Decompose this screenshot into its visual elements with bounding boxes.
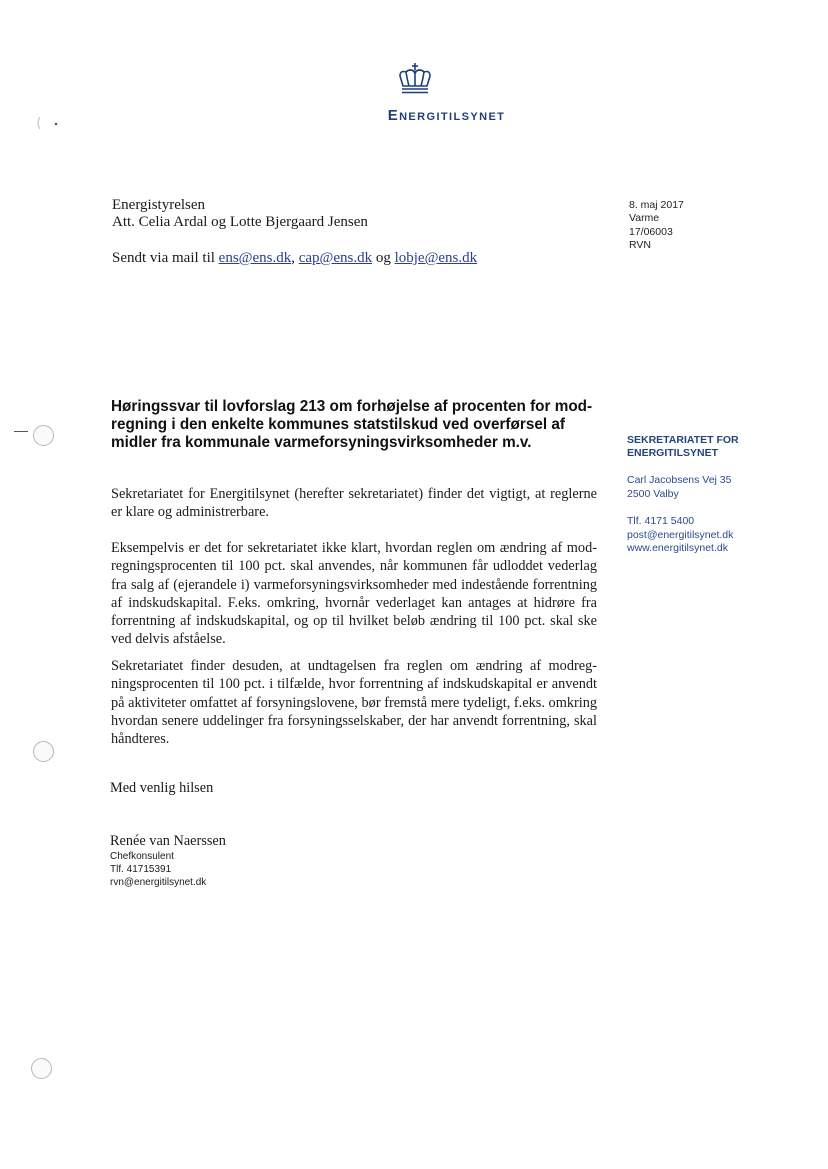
sidebar-email: post@energitilsynet.dk xyxy=(627,529,734,541)
signer-title: Chefkonsulent xyxy=(110,851,174,862)
crown-logo-icon xyxy=(394,62,436,100)
letter-subject: Høringssvar til lovforslag 213 om forhøjelse af procenten for modregning i den enkelte kommunes statstilskud ved overførsel af midler fra kommunale varmeforsyningsvirksomheder m.v. xyxy=(111,398,593,451)
separator: , xyxy=(291,250,299,266)
letter-area: Varme xyxy=(629,212,660,224)
sent-prefix: Sendt via mail til xyxy=(112,250,219,266)
body-paragraph-1: Sekretariatet for Energitilsynet (herefter sekretariatet) finder det vigtigt, at reglerne er klare og administrerbare. xyxy=(111,486,597,521)
body-paragraph-2: Eksempelvis er det for sekretariatet ikke klart, hvordan reglen om ændring af modregningsprocenten til 100 pct. skal anvendes, når kommunen får udloddet vederlag fra salg af (ejerandele i) varmeforsyningsvirksomheder med indestående forrentning af indskudskapital. F.eks. omkring, hvornår vederlaget kan antages at hidrøre fra forrentning af indskudskapital, og op til hvilket beløb ændring til 100 pct. skal ske ved delvis afståelse. xyxy=(111,540,597,648)
signer-email: rvn@energitilsynet.dk xyxy=(110,877,207,888)
sent-via-line xyxy=(112,250,477,267)
separator: og xyxy=(372,250,395,266)
closing-greeting: Med venlig hilsen xyxy=(110,780,214,796)
sidebar-website: www.energitilsynet.dk xyxy=(627,542,728,554)
initials: RVN xyxy=(629,239,651,251)
signer-name: Renée van Naerssen xyxy=(110,833,226,849)
binder-hole xyxy=(31,1058,52,1079)
letter-date: 8. maj 2017 xyxy=(629,199,684,211)
organization-name: Energitilsynet xyxy=(387,107,506,124)
binder-hole xyxy=(33,741,54,762)
recipient-attention: Att. Celia Ardal og Lotte Bjergaard Jensen xyxy=(112,214,368,230)
sidebar-address-city: 2500 Valby xyxy=(627,488,679,500)
sidebar-address-street: Carl Jacobsens Vej 35 xyxy=(627,474,732,486)
case-number: 17/06003 xyxy=(629,226,673,238)
binder-hole xyxy=(33,425,54,446)
email-link-cap[interactable]: cap@ens.dk xyxy=(298,250,373,266)
signer-phone: Tlf. 41715391 xyxy=(110,864,172,875)
sidebar-heading: SEKRETARIATET FOR ENERGITILSYNET xyxy=(627,434,739,459)
sidebar-phone: Tlf. 4171 5400 xyxy=(627,515,695,527)
email-link-ens[interactable]: ens@ens.dk xyxy=(218,250,292,266)
recipient-name: Energistyrelsen xyxy=(112,197,206,213)
hole-mark-dash xyxy=(14,431,28,432)
email-link-lobje[interactable]: lobje@ens.dk xyxy=(394,250,478,266)
body-paragraph-3: Sekretariatet finder desuden, at undtagelsen fra reglen om ændring af modregningsprocenten til 100 pct. i tilfælde, hvor forrentning af indskudskapital er anvendt på aktiviteter omfattet af forsyningslovene, bør fremstå mere tydeligt, f.eks. omkring hvordan senere uddelinger fra forsyningsselskaber, der har anvendt forrentning, skal håndteres. xyxy=(111,658,597,748)
